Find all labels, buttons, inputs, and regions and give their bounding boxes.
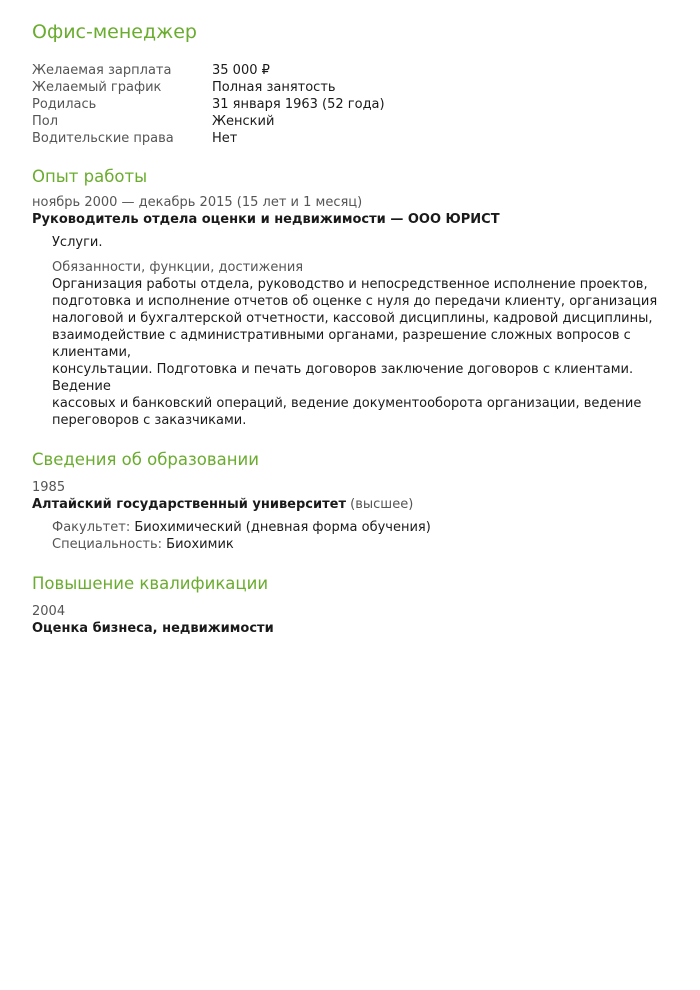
experience-section	[32, 166, 672, 429]
faculty-label: Факультет:	[52, 520, 131, 535]
duties-line: консультации. Подготовка и печать договоров заключение договоров с клиентами. Ведение	[52, 362, 634, 394]
info-row-birthdate	[32, 96, 672, 113]
training-year: 2004	[32, 604, 66, 619]
education-heading: Сведения об образовании	[32, 450, 259, 469]
duties-line: Организация работы отдела, руководство и непосредственное исполнение проектов,	[52, 277, 648, 292]
education-institution-line	[32, 496, 672, 513]
education-level: (высшее)	[350, 497, 414, 512]
info-row-gender	[32, 113, 672, 130]
info-row-license	[32, 130, 672, 147]
info-value: Женский	[212, 114, 275, 129]
info-value: Нет	[212, 131, 238, 146]
experience-title: Руководитель отдела оценки и недвижимости — ООО ЮРИСТ	[32, 212, 500, 227]
education-section	[32, 449, 672, 553]
info-label: Водительские права	[32, 131, 174, 146]
training-section	[32, 573, 672, 637]
info-label: Желаемый график	[32, 80, 162, 95]
info-label: Родилась	[32, 97, 97, 112]
info-value: Полная занятость	[212, 80, 336, 95]
duties-line: налоговой и бухгалтерской отчетности, кассовой дисциплины, кадровой дисциплины,	[52, 311, 653, 326]
duties-label: Обязанности, функции, достижения	[52, 260, 304, 275]
education-year: 1985	[32, 480, 66, 495]
education-specialty	[32, 536, 672, 553]
training-heading: Повышение квалификации	[32, 574, 269, 593]
specialty-value: Биохимик	[166, 537, 234, 552]
info-value: 31 января 1963 (52 года)	[212, 97, 385, 112]
faculty-value: Биохимический (дневная форма обучения)	[134, 520, 431, 535]
info-row-schedule	[32, 79, 672, 96]
info-value: 35 000 ₽	[212, 63, 270, 78]
position-title: Офис-менеджер	[32, 21, 197, 43]
info-label: Пол	[32, 114, 59, 129]
duties-line: подготовка и исполнение отчетов об оценке с нуля до передачи клиенту, организация	[52, 294, 658, 309]
specialty-label: Специальность:	[52, 537, 163, 552]
experience-heading: Опыт работы	[32, 167, 148, 186]
info-label: Желаемая зарплата	[32, 63, 172, 78]
training-title: Оценка бизнеса, недвижимости	[32, 621, 274, 636]
duties-line: кассовых и банковский операций, ведение документооборота организации, ведение	[52, 396, 642, 411]
experience-period: ноябрь 2000 — декабрь 2015 (15 лет и 1 месяц)	[32, 195, 363, 210]
info-row-salary	[32, 62, 672, 79]
duties-text	[32, 276, 672, 429]
education-institution: Алтайский государственный университет	[32, 497, 347, 512]
duties-line: взаимодействие с административными органами, разрешение сложных вопросов с клиентами,	[52, 328, 631, 360]
education-faculty	[32, 519, 672, 536]
experience-industry: Услуги.	[52, 235, 103, 250]
duties-line: переговоров с заказчиками.	[52, 413, 247, 428]
personal-info	[32, 62, 672, 147]
